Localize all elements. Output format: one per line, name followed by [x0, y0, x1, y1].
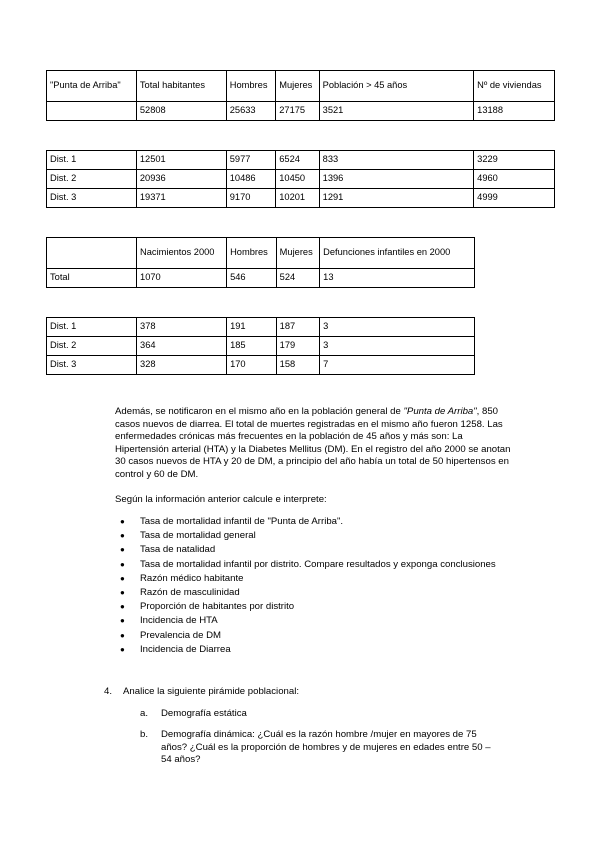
table-cell: 10201: [276, 189, 319, 208]
list-item: [118, 614, 496, 628]
table-cell: 6524: [276, 151, 319, 170]
list-item-text: Tasa de mortalidad infantil por distrito. Compare resultados y exponga conclusiones: [140, 558, 496, 570]
table-row: [47, 356, 475, 375]
header-cell: Mujeres: [276, 71, 319, 102]
table-cell: 170: [227, 356, 277, 375]
table-row: [47, 170, 555, 189]
header-cell: Mujeres: [276, 238, 320, 269]
list-item: [118, 543, 496, 557]
table-cell: 7: [320, 356, 475, 375]
table-cell: 52808: [136, 102, 226, 121]
table-cell: 546: [227, 269, 277, 288]
question-text: Analice la siguiente pirámide poblacional:: [123, 686, 299, 697]
sub-question-label: a.: [140, 708, 149, 719]
table-cell: 13: [320, 269, 475, 288]
table-cell: 833: [319, 151, 474, 170]
bullet-icon: ●: [120, 517, 125, 526]
table-cell: 12501: [136, 151, 226, 170]
list-item-text: Incidencia de HTA: [140, 615, 218, 627]
table-row: [47, 337, 475, 356]
table-cell: 9170: [226, 189, 275, 208]
header-cell: Nº de viviendas: [474, 71, 555, 102]
list-item: [118, 558, 496, 572]
table-cell: 3229: [474, 151, 555, 170]
list-item-text: Prevalencia de DM: [140, 629, 222, 641]
bullet-icon: ●: [120, 630, 125, 640]
table-cell: 19371: [136, 189, 226, 208]
list-item: [118, 586, 496, 600]
bullet-icon: ●: [120, 573, 125, 583]
sub-question-text: Demografía dinámica: ¿Cuál es la razón hombre /mujer en mayores de 75 años? ¿Cuál es la proporción de hombres y de mujeres en edades entre 50 – 54 años?: [161, 729, 491, 766]
list-item-text: Razón de masculinidad: [140, 586, 240, 598]
table-cell: 524: [276, 269, 320, 288]
district-population-table: [46, 150, 555, 208]
list-item-text: Proporción de habitantes por distrito: [140, 601, 295, 613]
table-cell: 13188: [474, 102, 555, 121]
instructions-text: Según la información anterior calcule e interprete:: [115, 494, 327, 505]
list-item-text: Tasa de natalidad: [140, 544, 216, 556]
table-cell: Dist. 3: [47, 189, 137, 208]
list-item-text: Incidencia de Diarrea: [140, 643, 231, 655]
bullet-icon: ●: [120, 644, 125, 654]
sub-question-text: Demografía estática: [161, 708, 247, 719]
table-cell: [47, 102, 137, 121]
bullet-icon: ●: [120, 587, 125, 597]
header-cell: Hombres: [227, 238, 277, 269]
table-cell: 1396: [319, 170, 474, 189]
table-cell: 3521: [319, 102, 474, 121]
list-item-text: Tasa de mortalidad general: [140, 530, 256, 542]
table-row: [47, 269, 475, 288]
list-item: [118, 572, 496, 586]
births-summary-table: [46, 237, 475, 288]
list-item: [118, 529, 496, 543]
sub-question-label: b.: [140, 729, 149, 740]
district-births-table: [46, 317, 475, 375]
list-item-text: Razón médico habitante: [140, 572, 244, 584]
list-item: [118, 643, 496, 657]
table-cell: Dist. 2: [47, 170, 137, 189]
header-cell: Defunciones infantiles en 2000: [320, 238, 475, 269]
paragraph-text-rest: , 850 casos nuevos de diarrea. El total de muertes registradas en el mismo año fueron 1258. Las enfermedades crónicas más frecuentes en la población de 45 años y más son: La Hipertensión arterial (HTA) y la Diabetes Mellitus (DM). En el registro del año 2000 se anotan 30 casos nuevos de HTA y 20 de DM, a principio del año había un total de 50 hipertensos en control y 60 de DM.: [115, 406, 511, 480]
table-cell: 158: [276, 356, 320, 375]
place-name: "Punta de Arriba": [403, 406, 477, 417]
table-cell: Dist. 1: [47, 151, 137, 170]
sub-question-b: [140, 729, 500, 769]
case-paragraph: [115, 406, 517, 482]
list-item: [118, 629, 496, 643]
table-row: [47, 102, 555, 121]
table-cell: 4999: [474, 189, 555, 208]
table-cell: 5977: [226, 151, 275, 170]
table-cell: 3: [320, 337, 475, 356]
table-row: [47, 189, 555, 208]
bullet-icon: ●: [120, 559, 125, 569]
header-cell: Nacimientos 2000: [137, 238, 227, 269]
header-cell: Total habitantes: [136, 71, 226, 102]
table-cell: 25633: [226, 102, 275, 121]
table-cell: 179: [276, 337, 320, 356]
header-cell: "Punta de Arriba": [47, 71, 137, 102]
table-cell: 3: [320, 318, 475, 337]
table-header-row: [47, 71, 555, 102]
paragraph-text-start: Además, se notificaron en el mismo año en la población general de: [115, 406, 404, 417]
list-item: [118, 515, 496, 529]
table-cell: 10486: [226, 170, 275, 189]
bullet-icon: ●: [120, 545, 125, 555]
table-cell: 378: [137, 318, 227, 337]
table-cell: 185: [227, 337, 277, 356]
table-cell: Total: [47, 269, 137, 288]
table-cell: 187: [276, 318, 320, 337]
bullet-icon: ●: [120, 616, 125, 626]
population-summary-table: [46, 70, 555, 121]
list-item: [118, 600, 496, 614]
table-cell: 328: [137, 356, 227, 375]
table-cell: 1291: [319, 189, 474, 208]
table-cell: 27175: [276, 102, 319, 121]
question-4: [104, 686, 299, 697]
bullet-icon: ●: [120, 602, 125, 612]
table-cell: 364: [137, 337, 227, 356]
table-header-row: [47, 238, 475, 269]
list-item-text: Tasa de mortalidad infantil de "Punta de Arriba".: [140, 516, 344, 527]
table-row: [47, 318, 475, 337]
table-cell: 20936: [136, 170, 226, 189]
header-cell: [47, 238, 137, 269]
table-cell: Dist. 1: [47, 318, 137, 337]
table-cell: Dist. 3: [47, 356, 137, 375]
table-cell: 1070: [137, 269, 227, 288]
header-cell: Población > 45 años: [319, 71, 474, 102]
sub-question-a: [140, 708, 500, 722]
table-cell: 4960: [474, 170, 555, 189]
table-row: [47, 151, 555, 170]
bullet-icon: ●: [120, 531, 125, 541]
table-cell: 10450: [276, 170, 319, 189]
table-cell: Dist. 2: [47, 337, 137, 356]
header-cell: Hombres: [226, 71, 275, 102]
table-cell: 191: [227, 318, 277, 337]
question-number: 4.: [104, 686, 113, 697]
task-list: [118, 515, 496, 657]
